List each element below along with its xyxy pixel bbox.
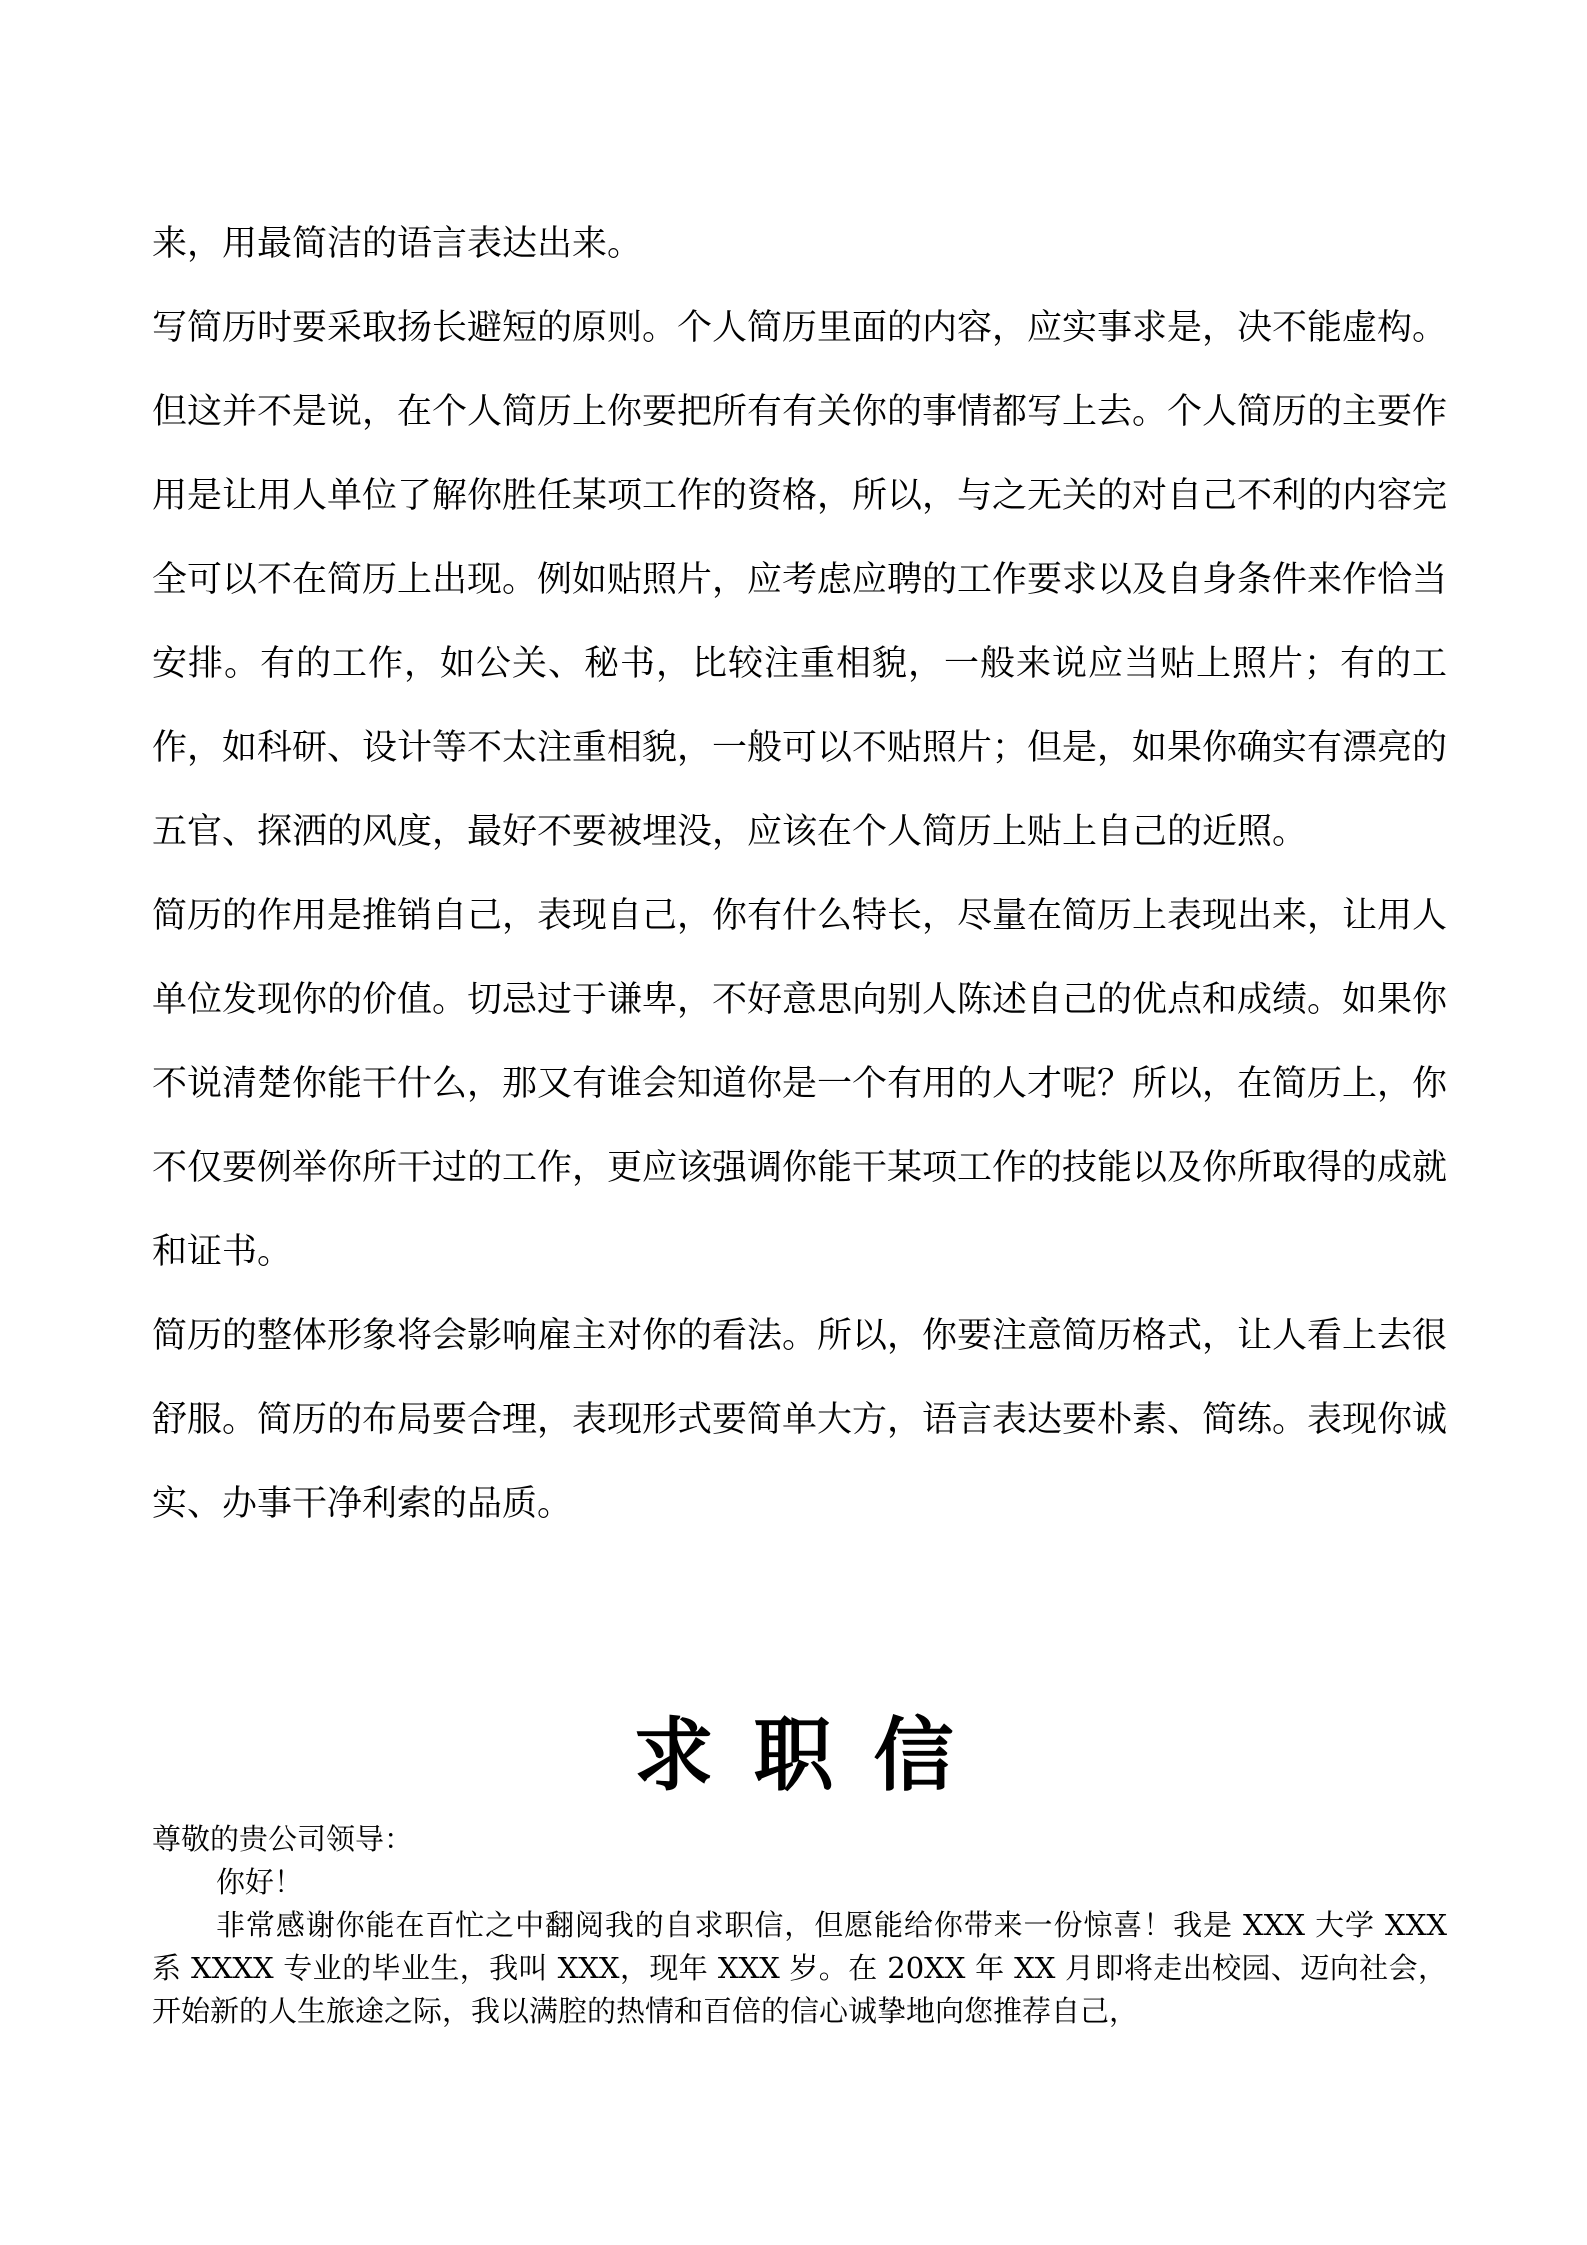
paragraph-continuation: 来，用最简洁的语言表达出来。 xyxy=(152,224,643,264)
cover-letter xyxy=(152,1818,1447,2033)
letter-body: 非常感谢你能在百忙之中翻阅我的自求职信，但愿能给你带来一份惊喜！我是 XXX 大学 XXX 系 XXXX 专业的毕业生，我叫 XXX，现年 XXX 岁。在 20XX 年 XX 月即将走出校园、迈向社会，开始新的人生旅途之际，我以满腔的热情和百倍的信心诚挚地向您推荐自己， xyxy=(152,1908,1447,2028)
letter-salutation: 尊敬的贵公司领导： xyxy=(152,1822,414,1856)
paragraph-overall-image: 简历的整体形象将会影响雇主对你的看法。所以，你要注意简历格式，让人看上去很舒服。简历的布局要合理，表现形式要简单大方，语言表达要朴素、简练。表现你诚实、办事干净利索的品质。 xyxy=(152,1316,1448,1524)
resume-advice-section xyxy=(152,202,1447,1546)
paragraph-strengths-principle: 写简历时要采取扬长避短的原则。个人简历里面的内容，应实事求是，决不能虚构。但这并不是说，在个人简历上你要把所有有关你的事情都写上去。个人简历的主要作用是让用人单位了解你胜任某项工作的资格，所以，与之无关的对自己不利的内容完全可以不在简历上出现。例如贴照片，应考虑应聘的工作要求以及自身条件来作恰当安排。有的工作，如公关、秘书，比较注重相貌，一般来说应当贴上照片；有的工作，如科研、设计等不太注重相貌，一般可以不贴照片；但是，如果你确实有漂亮的五官、探洒的风度，最好不要被埋没，应该在个人简历上贴上自己的近照。 xyxy=(152,308,1448,852)
paragraph-self-promotion: 简历的作用是推销自己，表现自己，你有什么特长，尽量在简历上表现出来，让用人单位发现你的价值。切忌过于谦卑，不好意思向别人陈述自己的优点和成绩。如果你不说清楚你能干什么，那又有谁会知道你是一个有用的人才呢？所以，在简历上，你不仅要例举你所干过的工作，更应该强调你能干某项工作的技能以及你所取得的成就和证书。 xyxy=(152,896,1448,1272)
cover-letter-title: 求职信 xyxy=(633,1708,994,1802)
letter-greeting: 你好！ xyxy=(216,1865,304,1899)
